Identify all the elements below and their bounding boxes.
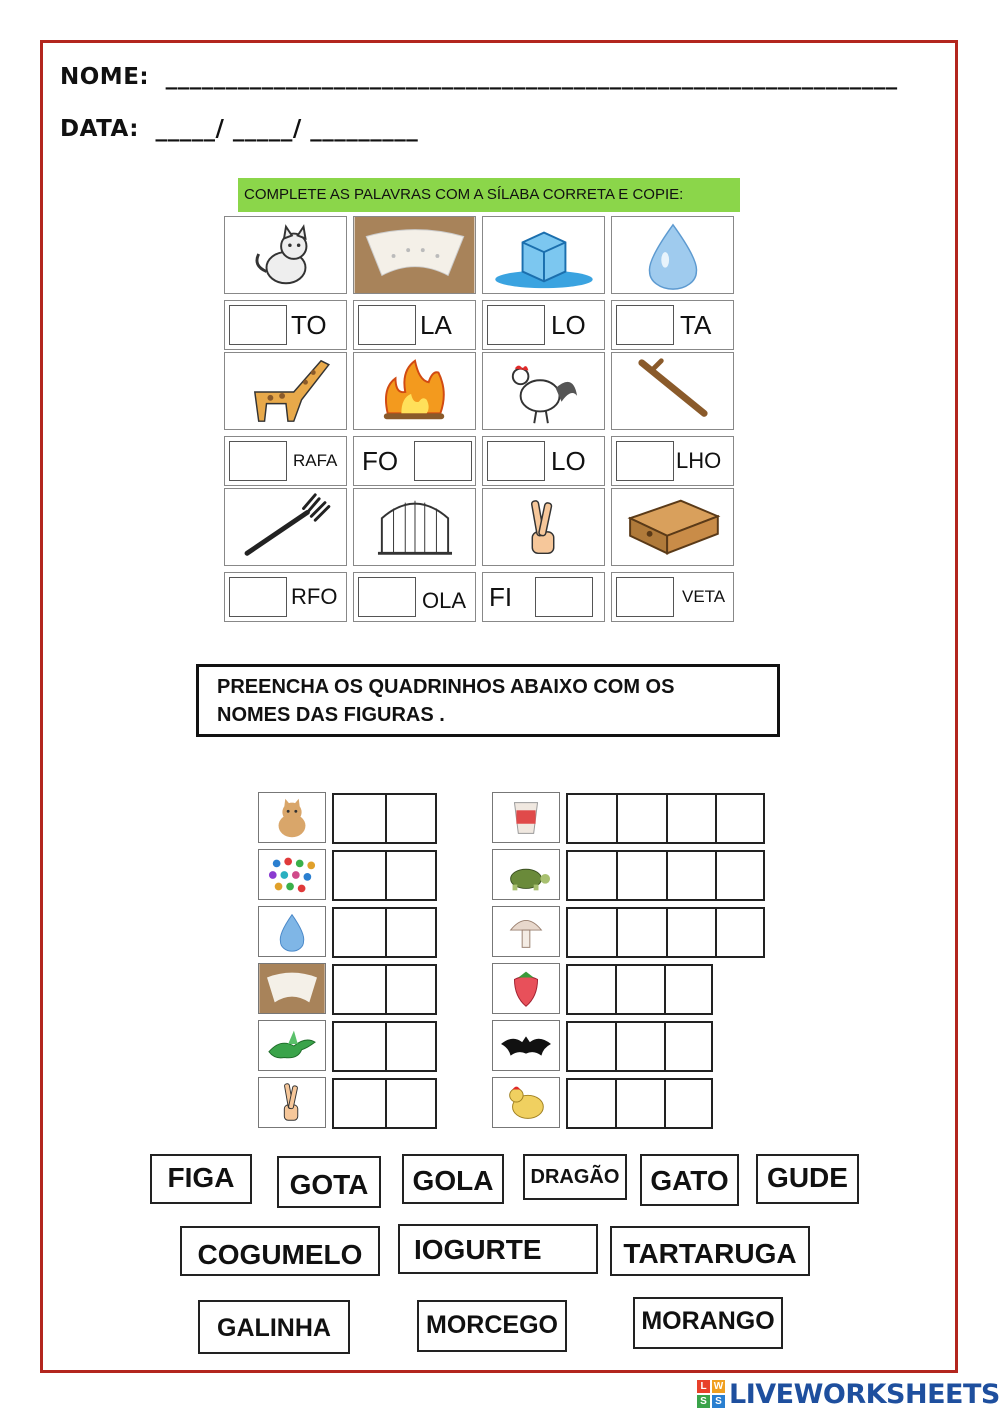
word-cell [611, 436, 734, 486]
word-cell [482, 436, 605, 486]
letter-box[interactable] [566, 964, 615, 1015]
exercise1-instruction: COMPLETE AS PALAVRAS COM A SÍLABA CORRETA E COPIE: [238, 178, 740, 212]
letter-box[interactable] [566, 907, 616, 958]
letter-box[interactable] [385, 1078, 437, 1129]
letter-box[interactable] [616, 850, 666, 901]
word-cell [353, 436, 476, 486]
letter-box[interactable] [566, 1078, 615, 1129]
syllable: LHO [676, 448, 722, 473]
letter-box[interactable] [566, 1021, 615, 1072]
collar-icon [353, 216, 476, 294]
date-field[interactable]: _____/ _____/ _________ [155, 116, 419, 142]
letter-box[interactable] [385, 793, 437, 844]
letter-box[interactable] [715, 907, 765, 958]
crossed-fingers-icon [482, 488, 605, 566]
water-drop-icon [611, 216, 734, 294]
kitten-icon [258, 792, 326, 843]
word-cell [353, 572, 476, 622]
syllable: RAFA [293, 451, 338, 470]
syllable-blank[interactable] [229, 441, 287, 481]
cat-icon [224, 216, 347, 294]
turtle-icon [492, 849, 560, 900]
word-chip[interactable]: GOLA [402, 1154, 504, 1204]
letter-box[interactable] [332, 1078, 385, 1129]
liveworksheets-logo [697, 1378, 1000, 1410]
letter-box[interactable] [664, 964, 713, 1015]
ice-cube-icon [482, 216, 605, 294]
letter-box[interactable] [666, 850, 715, 901]
liveworksheets-logo-text: LIVEWORKSHEETS [729, 1378, 1000, 1410]
date-label: DATA: [60, 116, 139, 142]
syllable: OLA [422, 588, 467, 613]
word-chip[interactable]: MORCEGO [417, 1300, 567, 1352]
word-cell [224, 300, 347, 350]
word-chip[interactable]: GUDE [756, 1154, 859, 1204]
letter-box[interactable] [385, 907, 437, 958]
letter-box[interactable] [616, 793, 666, 844]
syllable: FI [489, 582, 513, 612]
fork-icon [224, 488, 347, 566]
word-chip[interactable]: DRAGÃO [523, 1154, 627, 1200]
word-cell [611, 300, 734, 350]
word-chip[interactable]: COGUMELO [180, 1226, 380, 1276]
syllable-blank[interactable] [229, 577, 287, 617]
word-cell [224, 572, 347, 622]
syllable-blank[interactable] [358, 305, 416, 345]
word-chip[interactable]: TARTARUGA [610, 1226, 810, 1276]
syllable: FO [362, 446, 399, 476]
syllable: LO [551, 310, 586, 340]
exercise2-instruction [196, 664, 780, 737]
rooster-icon [482, 352, 605, 430]
letter-box[interactable] [385, 964, 437, 1015]
exercise2-instruction-line2: NOMES DAS FIGURAS . [217, 704, 445, 726]
letter-box[interactable] [332, 1021, 385, 1072]
letter-box[interactable] [566, 850, 616, 901]
strawberry-icon [492, 963, 560, 1014]
letter-box[interactable] [616, 907, 666, 958]
date-line[interactable] [60, 116, 418, 142]
word-cell [482, 572, 605, 622]
syllable: LA [420, 310, 452, 340]
letter-box[interactable] [615, 964, 664, 1015]
letter-box[interactable] [332, 907, 385, 958]
letter-box[interactable] [566, 793, 616, 844]
letter-box[interactable] [332, 793, 385, 844]
word-cell [482, 300, 605, 350]
syllable: VETA [682, 587, 726, 606]
exercise2-instruction-line1: PREENCHA OS QUADRINHOS ABAIXO COM OS [217, 676, 675, 698]
syllable-blank[interactable] [487, 441, 545, 481]
letter-box[interactable] [715, 850, 765, 901]
word-chip[interactable]: GOTA [277, 1156, 381, 1208]
syllable-blank[interactable] [616, 441, 674, 481]
fire-icon [353, 352, 476, 430]
letter-box[interactable] [385, 1021, 437, 1072]
giraffe-icon [224, 352, 347, 430]
syllable-blank[interactable] [616, 305, 674, 345]
letter-box[interactable] [332, 850, 385, 901]
syllable-blank[interactable] [616, 577, 674, 617]
letter-box[interactable] [715, 793, 765, 844]
word-chip[interactable]: GALINHA [198, 1300, 350, 1354]
word-chip[interactable]: IOGURTE [398, 1224, 598, 1274]
bat-icon [492, 1020, 560, 1071]
word-chip[interactable]: GATO [640, 1154, 739, 1206]
syllable-blank[interactable] [487, 305, 545, 345]
syllable: RFO [291, 584, 338, 609]
water-drop-icon [258, 906, 326, 957]
letter-box[interactable] [615, 1021, 664, 1072]
syllable-blank[interactable] [535, 577, 593, 617]
name-line[interactable] [60, 64, 898, 90]
letter-box[interactable] [666, 907, 715, 958]
name-label: NOME: [60, 64, 150, 90]
syllable: TA [680, 310, 712, 340]
word-cell [611, 572, 734, 622]
word-cell [353, 300, 476, 350]
crossed-fingers-icon [258, 1077, 326, 1128]
letter-box[interactable] [385, 850, 437, 901]
letter-box[interactable] [664, 1021, 713, 1072]
syllable: TO [291, 310, 327, 340]
yogurt-icon [492, 792, 560, 843]
hen-icon [492, 1077, 560, 1128]
syllable-blank[interactable] [414, 441, 472, 481]
word-cell [224, 436, 347, 486]
marbles-icon [258, 849, 326, 900]
syllable: LO [551, 446, 586, 476]
stick-icon [611, 352, 734, 430]
letter-box[interactable] [664, 1078, 713, 1129]
letter-box[interactable] [332, 964, 385, 1015]
name-field[interactable]: _____________________________________________________________ [165, 64, 898, 90]
word-chip[interactable]: MORANGO [633, 1297, 783, 1349]
letter-box[interactable] [666, 793, 715, 844]
word-chip[interactable]: FIGA [150, 1154, 252, 1204]
liveworksheets-logo-mark: L W S S [697, 1380, 725, 1408]
collar-icon [258, 963, 326, 1014]
dragon-icon [258, 1020, 326, 1071]
syllable-blank[interactable] [358, 577, 416, 617]
drawer-icon [611, 488, 734, 566]
letter-box[interactable] [615, 1078, 664, 1129]
mushroom-icon [492, 906, 560, 957]
birdcage-icon [353, 488, 476, 566]
syllable-blank[interactable] [229, 305, 287, 345]
